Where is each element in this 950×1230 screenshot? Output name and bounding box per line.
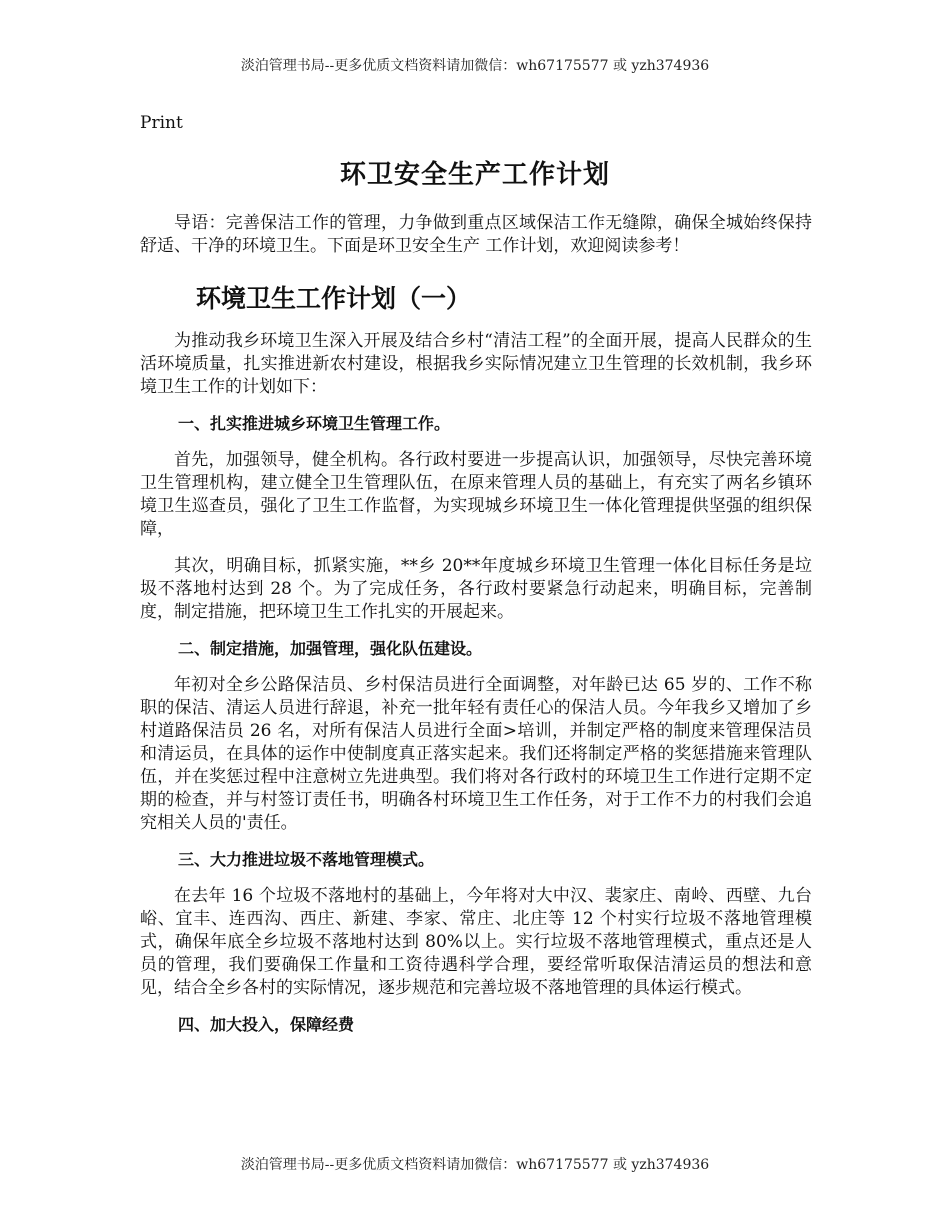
intro-paragraph: 导语：完善保洁工作的管理，力争做到重点区域保洁工作无缝隙，确保全城始终保持舒适、干净的环境卫生。下面是环卫安全生产 工作计划，欢迎阅读参考！ <box>140 213 812 256</box>
page-header: 淡泊管理书局--更多优质文档资料请加微信：wh67175577 或 yzh374936 <box>240 58 710 74</box>
paragraph-4: 年初对全乡公路保洁员、乡村保洁员进行全面调整，对年龄已达 65 岁的、工作不称职的保洁、清运人员进行辞退，补充一批年轻有责任心的保洁人员。今年我乡又增加了乡村道路保洁员 26 名，对所有保洁人员进行全面>培训，并制定严格的制度来管理保洁员和清运员，在具体的运作中使制度真正落实起来。我们还将制定严格的奖惩措施来管理队伍，并在奖惩过程中注意树立先进典型。我们将对各行政村的环境卫生工作进行定期不定期的检查，并与村签订责任书，明确各村环境卫生工作任务，对于工作不力的村我们会追究相关人员的'责任。 <box>140 675 812 833</box>
document-title: 环卫安全生产工作计划 <box>339 160 610 190</box>
document-body <box>140 212 812 1050</box>
section-title: 环境卫生工作计划（一） <box>196 284 472 313</box>
page-footer: 淡泊管理书局--更多优质文档资料请加微信：wh67175577 或 yzh374936 <box>240 1157 710 1173</box>
paragraph-2: 首先，加强领导，健全机构。各行政村要进一步提高认识，加强领导，尽快完善环境卫生管理机构，建立健全卫生管理队伍，在原来管理人员的基础上，有充实了两名乡镇环境卫生巡查员，强化了卫生工作监督，为实现城乡环境卫生一体化管理提供坚强的组织保障， <box>140 450 812 539</box>
heading-4: 四、加大投入，保障经费 <box>178 1015 355 1034</box>
paragraph-1: 为推动我乡环境卫生深入开展及结合乡村“清洁工程”的全面开展，提高人民群众的生活环境质量，扎实推进新农村建设，根据我乡实际情况建立卫生管理的长效机制，我乡环境卫生工作的计划如下： <box>140 331 812 397</box>
paragraph-3: 其次，明确目标，抓紧实施，**乡 20**年度城乡环境卫生管理一体化目标任务是垃圾不落地村达到 28 个。为了完成任务，各行政村要紧急行动起来，明确目标，完善制度，制定措施，把环境卫生工作扎实的开展起来。 <box>140 556 812 622</box>
heading-2: 二、制定措施，加强管理，强化队伍建设。 <box>178 639 483 658</box>
print-label: Print <box>140 113 183 133</box>
heading-3: 三、大力推进垃圾不落地管理模式。 <box>178 850 435 869</box>
heading-1: 一、扎实推进城乡环境卫生管理工作。 <box>178 414 451 433</box>
paragraph-5: 在去年 16 个垃圾不落地村的基础上，今年将对大中汉、裴家庄、南岭、西壁、九台峪、宜丰、连西沟、西庄、新建、李家、常庄、北庄等 12 个村实行垃圾不落地管理模式，确保年底全乡垃圾不落地村达到 80%以上。实行垃圾不落地管理模式，重点还是人员的管理，我们要确保工作量和工资待遇科学合理，要经常听取保洁清运员的想法和意见，结合全乡各村的实际情况，逐步规范和完善垃圾不落地管理的具体运行模式。 <box>140 886 812 998</box>
